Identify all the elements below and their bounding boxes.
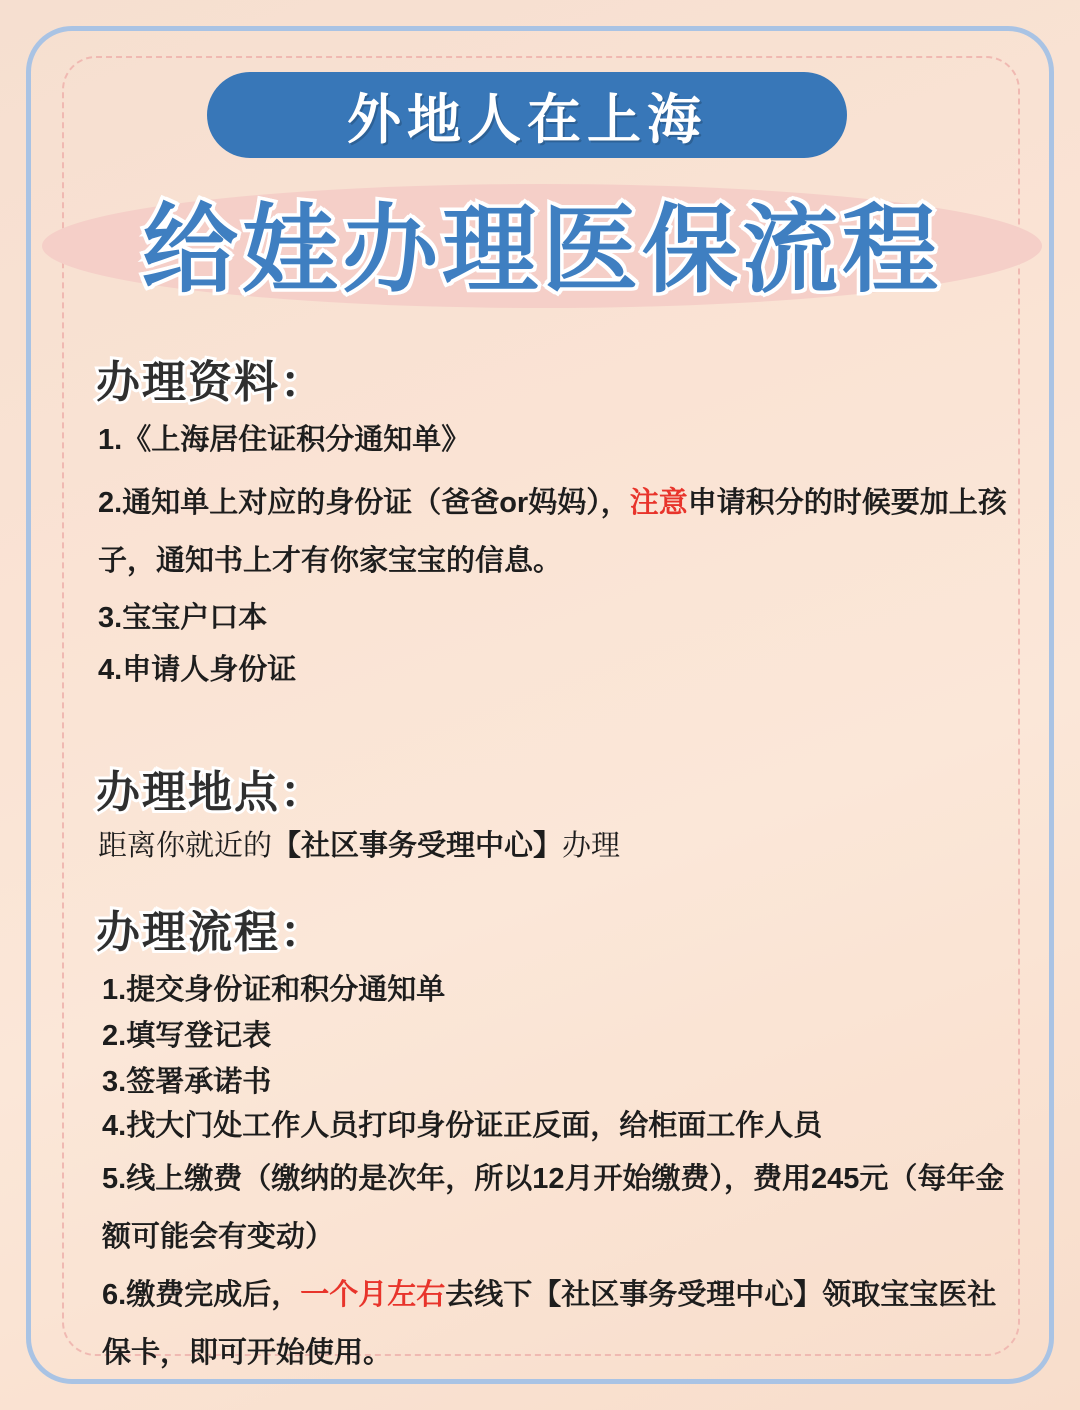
materials-item-1-text: 《上海居住证积分通知单》 <box>122 424 471 456</box>
process-item-1 <box>102 968 1002 1012</box>
materials-item-1 <box>98 418 998 462</box>
process-item-5-text: 线上缴费（缴纳的是次年，所以12月开始缴费），费用245元（每年金额可能会有变动） <box>102 1163 1005 1253</box>
materials-item-3-num: 3. <box>98 602 123 634</box>
materials-item-4-text: 申请人身份证 <box>122 654 297 686</box>
section-heading-process <box>96 896 326 960</box>
process-item-6-text-c: 领取宝宝医社保卡，即可开始使用。 <box>102 1279 997 1369</box>
badge-title <box>207 72 847 158</box>
process-item-1-num: 1. <box>102 974 127 1006</box>
location-item-1-text-b: 办理 <box>562 830 621 862</box>
location-item-1 <box>98 824 998 868</box>
process-item-6-num: 6. <box>102 1279 127 1311</box>
materials-item-2-text-a: 通知单上对应的身份证（爸爸or妈妈）， <box>122 487 630 519</box>
process-item-6-highlight: 一个月左右 <box>300 1279 446 1311</box>
materials-item-2-num: 2. <box>98 487 123 519</box>
process-item-6-center: 【社区事务受理中心】 <box>532 1279 823 1311</box>
headline-text: 给娃办理医保流程 <box>142 197 942 304</box>
process-item-6-text-a: 缴费完成后， <box>126 1279 301 1311</box>
section-heading-process-colon: ： <box>280 908 326 957</box>
process-item-2-num: 2. <box>102 1020 127 1052</box>
section-heading-location-colon: ： <box>280 768 326 817</box>
process-item-3-text: 签署承诺书 <box>126 1066 272 1098</box>
section-heading-location-label: 办理地点 <box>96 768 280 817</box>
process-item-6-text-b: 去线下 <box>445 1279 533 1311</box>
poster-content <box>62 56 1020 1369</box>
process-item-3 <box>102 1060 1002 1104</box>
materials-item-2-text-c: ，通知书上才有你家宝宝的信息。 <box>127 545 563 577</box>
process-item-5 <box>102 1150 1014 1266</box>
section-heading-materials-colon: ： <box>280 358 326 407</box>
badge-title-text: 外地人在上海 <box>347 89 707 150</box>
section-heading-materials-label: 办理资料 <box>96 358 280 407</box>
process-item-4-num: 4. <box>102 1110 127 1142</box>
materials-item-1-num: 1. <box>98 424 123 456</box>
process-item-1-text: 提交身份证和积分通知单 <box>126 974 446 1006</box>
section-heading-process-label: 办理流程 <box>96 908 280 957</box>
headline-block <box>42 168 1042 328</box>
materials-item-3 <box>98 596 998 640</box>
process-item-4-text: 找大门处工作人员打印身份证正反面，给柜面工作人员 <box>126 1110 823 1142</box>
materials-item-4-num: 4. <box>98 654 123 686</box>
process-item-2 <box>102 1014 1002 1058</box>
process-item-4 <box>102 1104 1012 1148</box>
process-item-3-num: 3. <box>102 1066 127 1098</box>
process-item-5-num: 5. <box>102 1163 127 1195</box>
section-heading-location <box>96 756 326 820</box>
location-item-1-center: 【社区事务受理中心】 <box>272 830 563 862</box>
materials-item-2-highlight: 注意 <box>629 487 688 519</box>
process-item-2-text: 填写登记表 <box>126 1020 272 1052</box>
materials-item-2 <box>98 474 1010 590</box>
process-item-6 <box>102 1266 1014 1382</box>
materials-item-4 <box>98 648 998 692</box>
materials-item-2-text-b: 申请积分的时候要加上孩子 <box>98 487 1007 577</box>
location-item-1-text-a: 距离你就近的 <box>98 830 273 862</box>
section-heading-materials <box>96 346 326 410</box>
materials-item-3-text: 宝宝户口本 <box>122 602 268 634</box>
